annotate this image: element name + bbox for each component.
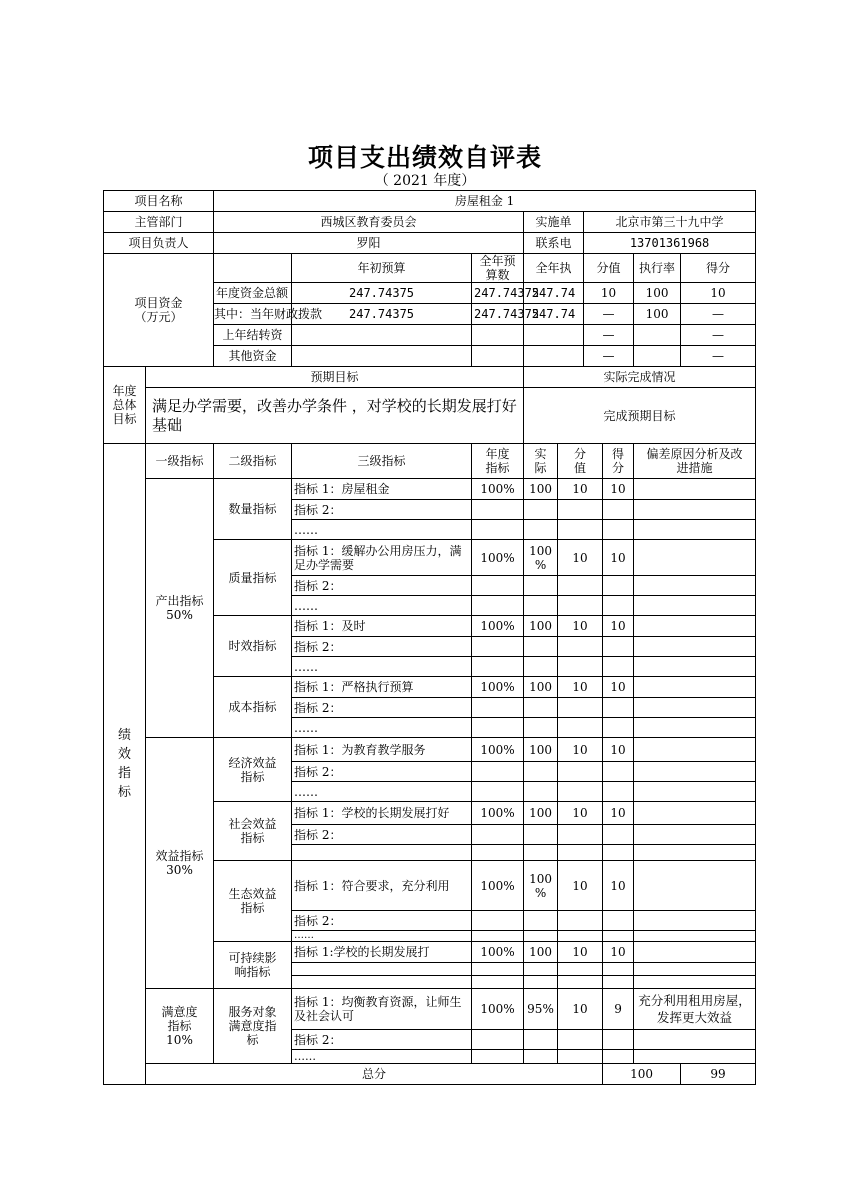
- benefit-label: 效益指标 30%: [146, 738, 214, 989]
- total-score: 99: [681, 1064, 756, 1085]
- cell-empty: [634, 637, 756, 657]
- indicator-reason: [634, 861, 756, 911]
- satisfaction-label: 满意度 指标 10%: [146, 989, 214, 1064]
- indicator-actual: 100 %: [524, 861, 558, 911]
- indicator-2: 指标 2：: [292, 1030, 472, 1050]
- funds-row-score: —: [681, 346, 756, 367]
- cell-empty: [472, 718, 524, 738]
- perf-col-l1: 一级指标: [146, 444, 214, 479]
- cell-empty: [524, 596, 558, 616]
- cell-empty: [603, 963, 634, 976]
- self-evaluation-table: [103, 190, 756, 1085]
- indicator-score-val: 10: [558, 861, 603, 911]
- indicator-reason: [634, 677, 756, 698]
- indicator-target: 100%: [472, 989, 524, 1030]
- indicator-score-val: 10: [558, 616, 603, 637]
- indicator-score: 10: [603, 861, 634, 911]
- indicator-actual: 100 %: [524, 540, 558, 576]
- cell-empty: [472, 825, 524, 845]
- funds-col-score-val: 分值: [584, 254, 634, 283]
- cell-empty: [524, 931, 558, 942]
- cell-empty: [634, 762, 756, 782]
- indicator-score: 10: [603, 942, 634, 963]
- cell-empty: [558, 845, 603, 861]
- timeliness-label: 时效指标: [214, 616, 292, 677]
- indicator-reason: [634, 738, 756, 762]
- indicator-ellipsis: ……: [292, 596, 472, 616]
- indicator-target: 100%: [472, 616, 524, 637]
- funds-row-full: 247.74375: [472, 283, 524, 304]
- funds-col-full: 全年预算数: [472, 254, 524, 283]
- indicator-score-val: 10: [558, 540, 603, 576]
- indicator-1: 指标 1：房屋租金: [292, 479, 472, 500]
- cell-empty: [603, 657, 634, 677]
- year-subtitle: （ 2021 年度）: [374, 173, 476, 189]
- social-label: 社会效益 指标: [214, 802, 292, 861]
- indicator-1: 指标 1：均衡教育资源，让师生及社会认可: [292, 989, 472, 1030]
- cell-empty: [603, 596, 634, 616]
- cell-empty: [472, 520, 524, 540]
- quantity-label: 数量指标: [214, 479, 292, 540]
- total-label: 总分: [146, 1064, 603, 1085]
- cell-empty: [603, 718, 634, 738]
- indicator-actual: 100: [524, 802, 558, 825]
- funds-col-score: 得分: [681, 254, 756, 283]
- cell-empty: [558, 825, 603, 845]
- cell-empty: [558, 500, 603, 520]
- indicator-1: 指标 1：严格执行预算: [292, 677, 472, 698]
- cell-empty: [558, 637, 603, 657]
- funds-col-exec-rate: 执行率: [634, 254, 681, 283]
- cell-empty: [524, 963, 558, 976]
- page-title: 项目支出绩效自评表: [307, 143, 542, 172]
- perf-col-l2: 二级指标: [214, 444, 292, 479]
- cell-empty: [558, 911, 603, 931]
- funds-row-full: [472, 325, 524, 346]
- cell-empty: [524, 1030, 558, 1050]
- cell-empty: [603, 762, 634, 782]
- indicator-actual: 100: [524, 942, 558, 963]
- cell-empty: [603, 845, 634, 861]
- cell-empty: [472, 596, 524, 616]
- funds-row-initial: 247.74375: [292, 283, 472, 304]
- cell-empty: [558, 782, 603, 802]
- cell-empty: [634, 500, 756, 520]
- indicator-1: 指标 1：缓解办公用房压力，满足办学需要: [292, 540, 472, 576]
- total-score-val: 100: [603, 1064, 681, 1085]
- indicator-target: 100%: [472, 677, 524, 698]
- cell-empty: [634, 596, 756, 616]
- funds-row-score-val: —: [584, 346, 634, 367]
- cell-empty: [634, 657, 756, 677]
- project-name-value: 房屋租金 1: [214, 191, 756, 212]
- impl-label: 实施单: [524, 212, 584, 233]
- indicator-actual: 95%: [524, 989, 558, 1030]
- perf-col-score: 得 分: [603, 444, 634, 479]
- indicator-2: 指标 2：: [292, 825, 472, 845]
- cell-empty: [603, 825, 634, 845]
- cell-empty: [603, 931, 634, 942]
- indicator-score: 10: [603, 479, 634, 500]
- cell-empty: [558, 963, 603, 976]
- funds-row-name: 其他资金: [214, 346, 292, 367]
- cell-empty: [472, 845, 524, 861]
- cell-empty: [292, 963, 472, 976]
- cell-empty: [472, 637, 524, 657]
- output-label: 产出指标 50%: [146, 479, 214, 738]
- cell-empty: [472, 976, 524, 989]
- indicator-target: 100%: [472, 802, 524, 825]
- funds-row-rate: 100: [634, 283, 681, 304]
- cell-empty: [472, 782, 524, 802]
- funds-row-full: [472, 346, 524, 367]
- funds-row-name: 其中：当年财政拨款: [214, 304, 292, 325]
- cell-empty: [558, 718, 603, 738]
- cell-empty: [472, 1050, 524, 1064]
- cell-empty: [634, 976, 756, 989]
- funds-row-name: 上年结转资: [214, 325, 292, 346]
- cell-empty: [634, 931, 756, 942]
- indicator-score: 10: [603, 677, 634, 698]
- indicator-reason: [634, 616, 756, 637]
- indicator-ellipsis: ……: [292, 782, 472, 802]
- cell-empty: [524, 657, 558, 677]
- indicator-actual: 100: [524, 677, 558, 698]
- indicator-1: 指标 1：学校的长期发展打好: [292, 802, 472, 825]
- cell-empty: [524, 845, 558, 861]
- funds-row-name: 年度资金总额: [214, 283, 292, 304]
- owner-label: 项目负责人: [104, 233, 214, 254]
- funds-row-score: —: [681, 325, 756, 346]
- funds-row-rate: [634, 325, 681, 346]
- goals-actual: 完成预期目标: [524, 388, 756, 444]
- cell-empty: [603, 1030, 634, 1050]
- dept-value: 西城区教育委员会: [214, 212, 524, 233]
- goals-expected-header: 预期目标: [146, 367, 524, 388]
- cell-empty: [524, 825, 558, 845]
- cell-empty: [634, 718, 756, 738]
- indicator-2: 指标 2：: [292, 698, 472, 718]
- cell-empty: [634, 698, 756, 718]
- cell-empty: [472, 576, 524, 596]
- cell-empty: [634, 520, 756, 540]
- cell-empty: [634, 576, 756, 596]
- service-label: 服务对象 满意度指 标: [214, 989, 292, 1064]
- funds-row-score-val: —: [584, 304, 634, 325]
- cell-empty: [524, 911, 558, 931]
- indicator-score: 10: [603, 802, 634, 825]
- indicator-reason: 充分利用租用房屋，发挥更大效益: [634, 989, 756, 1030]
- indicator-1: 指标 1：为教育教学服务: [292, 738, 472, 762]
- cell-empty: [558, 576, 603, 596]
- phone-value: 13701361968: [584, 233, 756, 254]
- funds-row-score: 10: [681, 283, 756, 304]
- cell-empty: [558, 657, 603, 677]
- indicator-target: 100%: [472, 540, 524, 576]
- indicator-2: 指标 2：: [292, 762, 472, 782]
- phone-label: 联系电: [524, 233, 584, 254]
- goals-expected: 满足办学需要，改善办学条件 ，对学校的长期发展打好基础: [146, 388, 524, 444]
- funds-row-initial: [292, 346, 472, 367]
- indicator-score-val: 10: [558, 738, 603, 762]
- indicator-1: 指标 1:学校的长期发展打: [292, 942, 472, 963]
- indicator-ellipsis: ……: [292, 931, 472, 942]
- cell-empty: [558, 596, 603, 616]
- cell-empty: [603, 976, 634, 989]
- cell-empty: [292, 976, 472, 989]
- perf-label: 绩 效 指 标: [104, 444, 146, 1085]
- indicator-score: 9: [603, 989, 634, 1030]
- cell-empty: [603, 1050, 634, 1064]
- indicator-score: 10: [603, 738, 634, 762]
- cell-empty: [634, 825, 756, 845]
- cell-empty: [634, 845, 756, 861]
- indicator-score-val: 10: [558, 989, 603, 1030]
- funds-col-initial: 年初预算: [292, 254, 472, 283]
- indicator-reason: [634, 540, 756, 576]
- cell-empty: [524, 782, 558, 802]
- indicator-reason: [634, 942, 756, 963]
- cell-empty: [472, 698, 524, 718]
- cell-empty: [472, 657, 524, 677]
- funds-row-exec: [524, 346, 584, 367]
- perf-col-reason: 偏差原因分析及改 进措施: [634, 444, 756, 479]
- indicator-2: 指标 2：: [292, 637, 472, 657]
- ecological-label: 生态效益 指标: [214, 861, 292, 942]
- cell-empty: [524, 637, 558, 657]
- funds-row-exec: 247.74: [524, 304, 584, 325]
- cell-empty: [524, 1050, 558, 1064]
- funds-row-rate: [634, 346, 681, 367]
- indicator-1: 指标 1：及时: [292, 616, 472, 637]
- indicator-2: 指标 2：: [292, 500, 472, 520]
- quality-label: 质量指标: [214, 540, 292, 616]
- cell-empty: [558, 1030, 603, 1050]
- indicator-actual: 100: [524, 738, 558, 762]
- perf-col-actual: 实 际: [524, 444, 558, 479]
- cell-empty: [634, 963, 756, 976]
- cell-empty: [634, 911, 756, 931]
- cell-empty: [472, 500, 524, 520]
- cell-empty: [558, 698, 603, 718]
- perf-col-l3: 三级指标: [292, 444, 472, 479]
- perf-col-score-val: 分 值: [558, 444, 603, 479]
- cell-empty: [524, 762, 558, 782]
- cell-empty: [558, 931, 603, 942]
- funds-row-initial: 247.74375: [292, 304, 472, 325]
- indicator-reason: [634, 479, 756, 500]
- dept-label: 主管部门: [104, 212, 214, 233]
- indicator-1: 指标 1：符合要求，充分利用: [292, 861, 472, 911]
- cell-empty: [524, 718, 558, 738]
- project-name-label: 项目名称: [104, 191, 214, 212]
- economic-label: 经济效益 指标: [214, 738, 292, 802]
- indicator-target: 100%: [472, 479, 524, 500]
- funds-label: 项目资金 （万元）: [104, 254, 214, 367]
- sustain-label: 可持续影 响指标: [214, 942, 292, 989]
- cell-empty: [603, 500, 634, 520]
- indicator-target: 100%: [472, 861, 524, 911]
- cell-empty: [603, 637, 634, 657]
- cell-empty: [558, 762, 603, 782]
- funds-row-exec: 247.74: [524, 283, 584, 304]
- cell-empty: [524, 520, 558, 540]
- cell-empty: [634, 1050, 756, 1064]
- funds-row-rate: 100: [634, 304, 681, 325]
- cell-empty: [524, 698, 558, 718]
- impl-value: 北京市第三十九中学: [584, 212, 756, 233]
- cell-empty: [524, 500, 558, 520]
- cell-empty: [603, 782, 634, 802]
- cell-empty: [634, 782, 756, 802]
- indicator-ellipsis: ……: [292, 657, 472, 677]
- goals-actual-header: 实际完成情况: [524, 367, 756, 388]
- indicator-score-val: 10: [558, 802, 603, 825]
- owner-value: 罗阳: [214, 233, 524, 254]
- cell-empty: [603, 520, 634, 540]
- cell-empty: [603, 698, 634, 718]
- cell-empty: [472, 1030, 524, 1050]
- cell-empty: [472, 762, 524, 782]
- funds-row-exec: [524, 325, 584, 346]
- indicator-ellipsis: ……: [292, 718, 472, 738]
- indicator-target: 100%: [472, 942, 524, 963]
- indicator-score-val: 10: [558, 479, 603, 500]
- funds-row-full: 247.74375: [472, 304, 524, 325]
- cost-label: 成本指标: [214, 677, 292, 738]
- funds-row-initial: [292, 325, 472, 346]
- cell-empty: [472, 963, 524, 976]
- cell-empty: [558, 976, 603, 989]
- indicator-score: 10: [603, 616, 634, 637]
- funds-row-score-val: 10: [584, 283, 634, 304]
- indicator-actual: 100: [524, 616, 558, 637]
- cell-empty: [634, 1030, 756, 1050]
- cell-empty: [472, 931, 524, 942]
- indicator-score-val: 10: [558, 942, 603, 963]
- indicator-score: 10: [603, 540, 634, 576]
- cell-empty: [524, 976, 558, 989]
- funds-col-exec: 全年执: [524, 254, 584, 283]
- indicator-score-val: 10: [558, 677, 603, 698]
- indicator-2: 指标 2：: [292, 911, 472, 931]
- cell-empty: [524, 576, 558, 596]
- cell-empty: [603, 576, 634, 596]
- cell-empty: [558, 1050, 603, 1064]
- cell-empty: [558, 520, 603, 540]
- cell-empty: [603, 911, 634, 931]
- goals-label: 年度 总体 目标: [104, 367, 146, 444]
- indicator-ellipsis: ……: [292, 520, 472, 540]
- funds-blank-header: [214, 254, 292, 283]
- cell-empty: [472, 911, 524, 931]
- funds-row-score: —: [681, 304, 756, 325]
- indicator-reason: [634, 802, 756, 825]
- indicator-target: 100%: [472, 738, 524, 762]
- indicator-2: 指标 2：: [292, 576, 472, 596]
- indicator-ellipsis: ……: [292, 1050, 472, 1064]
- funds-row-score-val: —: [584, 325, 634, 346]
- perf-col-target: 年度 指标: [472, 444, 524, 479]
- indicator-actual: 100: [524, 479, 558, 500]
- indicator-ellipsis: [292, 845, 472, 861]
